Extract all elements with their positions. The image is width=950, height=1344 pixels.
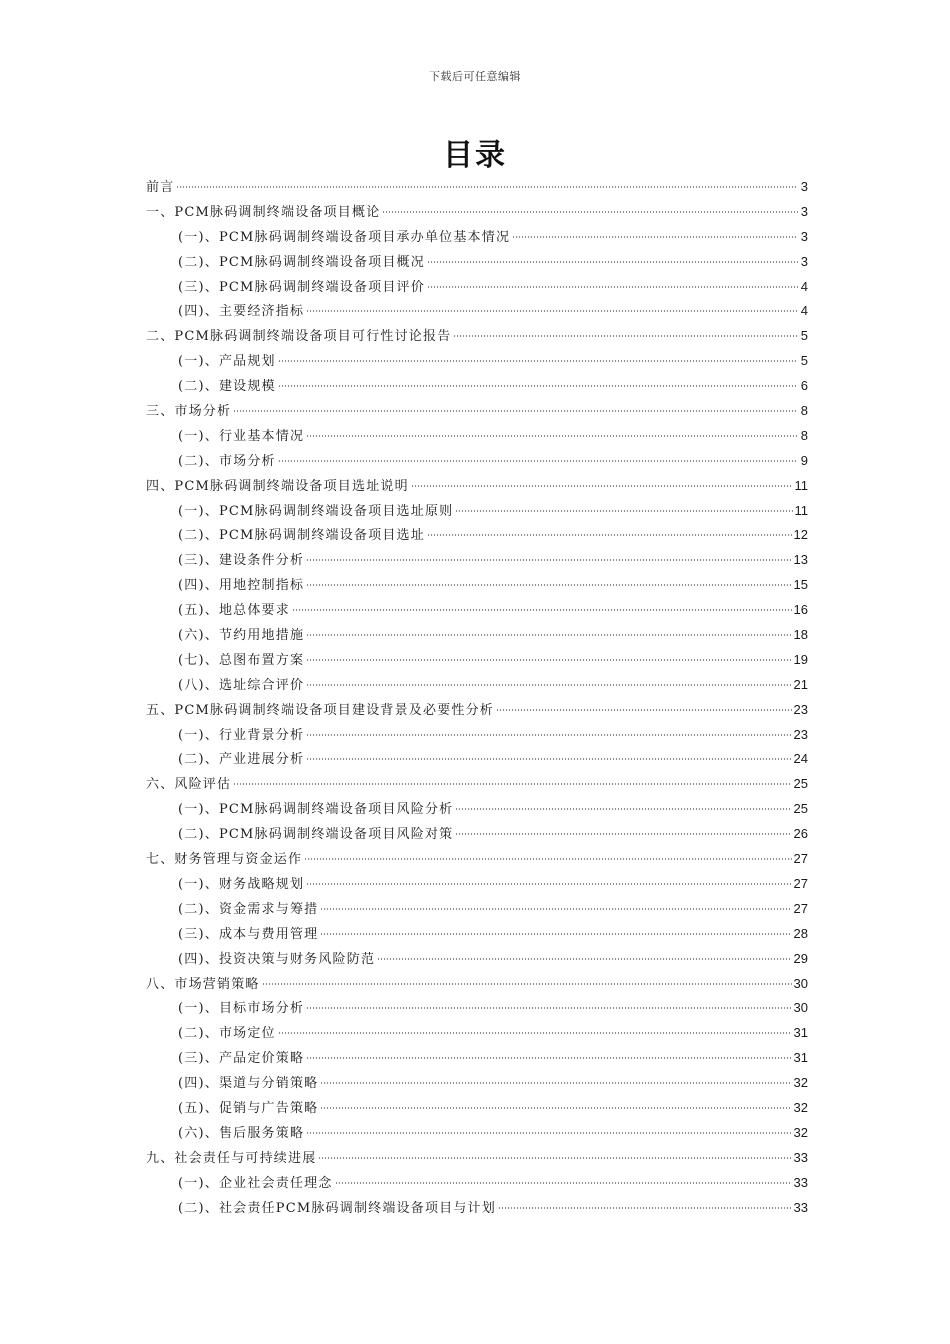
toc-dot-leader <box>262 983 792 985</box>
toc-entry[interactable] <box>146 772 808 797</box>
toc-entry[interactable] <box>146 723 808 748</box>
toc-dot-leader <box>427 286 798 288</box>
toc-dot-leader <box>382 211 798 213</box>
toc-dot-leader <box>306 659 791 661</box>
table-of-contents <box>146 175 808 1220</box>
toc-entry[interactable] <box>146 474 808 499</box>
toc-page-number: 8 <box>800 427 808 443</box>
toc-dot-leader <box>427 261 798 263</box>
toc-entry-title: (二)、社会责任PCM脉码调制终端设备项目与计划 <box>178 1200 496 1216</box>
toc-entry[interactable] <box>146 275 808 300</box>
toc-page-number: 18 <box>793 627 808 643</box>
toc-page-number: 4 <box>800 278 808 294</box>
toc-entry[interactable] <box>146 374 808 399</box>
toc-entry-title: (四)、用地控制指标 <box>178 578 305 594</box>
toc-dot-leader <box>496 709 792 711</box>
toc-entry[interactable] <box>146 1071 808 1096</box>
toc-entry[interactable] <box>146 648 808 673</box>
toc-entry-title: (一)、目标市场分析 <box>178 1001 305 1017</box>
toc-entry-title: (四)、主要经济指标 <box>178 304 305 320</box>
toc-entry-title: (三)、PCM脉码调制终端设备项目评价 <box>178 279 425 295</box>
toc-entry[interactable] <box>146 200 808 225</box>
toc-entry[interactable] <box>146 349 808 374</box>
toc-dot-leader <box>411 485 793 487</box>
toc-entry[interactable] <box>146 822 808 847</box>
toc-entry[interactable] <box>146 548 808 573</box>
toc-page-number: 30 <box>793 975 808 991</box>
toc-entry-title: (二)、PCM脉码调制终端设备项目风险对策 <box>178 827 454 843</box>
toc-entry[interactable] <box>146 797 808 822</box>
toc-dot-leader <box>427 534 792 536</box>
toc-page-number: 28 <box>793 925 808 941</box>
toc-page-number: 33 <box>793 1174 808 1190</box>
toc-page-number: 12 <box>793 527 808 543</box>
toc-page-number: 23 <box>793 726 808 742</box>
toc-page-number: 11 <box>794 477 808 493</box>
toc-entry[interactable] <box>146 324 808 349</box>
toc-entry[interactable] <box>146 623 808 648</box>
toc-dot-leader <box>306 435 798 437</box>
toc-entry-title: (八)、选址综合评价 <box>178 677 305 693</box>
toc-dot-leader <box>233 783 791 785</box>
toc-page-number: 3 <box>800 228 808 244</box>
toc-entry-title: (二)、PCM脉码调制终端设备项目选址 <box>178 528 425 544</box>
toc-page-number: 27 <box>793 900 808 916</box>
toc-dot-leader <box>306 684 791 686</box>
toc-page-number: 31 <box>793 1050 808 1066</box>
toc-dot-leader <box>304 858 791 860</box>
toc-entry-title: 二、PCM脉码调制终端设备项目可行性讨论报告 <box>146 329 452 345</box>
toc-page-number: 4 <box>800 303 808 319</box>
toc-entry[interactable] <box>146 1196 808 1221</box>
toc-dot-leader <box>455 833 791 835</box>
toc-entry-title: 一、PCM脉码调制终端设备项目概论 <box>146 204 381 220</box>
toc-entry-title: (七)、总图布置方案 <box>178 652 305 668</box>
toc-entry[interactable] <box>146 399 808 424</box>
toc-entry-title: 三、市场分析 <box>146 404 232 420</box>
toc-entry[interactable] <box>146 175 808 200</box>
toc-entry[interactable] <box>146 1021 808 1046</box>
toc-dot-leader <box>455 510 792 512</box>
toc-dot-leader <box>233 410 798 412</box>
toc-entry[interactable] <box>146 225 808 250</box>
toc-dot-leader <box>278 1032 792 1034</box>
toc-dot-leader <box>306 1007 791 1009</box>
toc-entry-title: 七、财务管理与资金运作 <box>146 852 303 868</box>
toc-page-number: 3 <box>800 253 808 269</box>
toc-dot-leader <box>306 584 791 586</box>
toc-page-number: 29 <box>793 950 808 966</box>
toc-entry-title: (六)、售后服务策略 <box>178 1125 305 1141</box>
toc-dot-leader <box>320 908 791 910</box>
toc-dot-leader <box>306 310 798 312</box>
toc-entry[interactable] <box>146 573 808 598</box>
toc-entry-title: (一)、产品规划 <box>178 354 276 370</box>
toc-entry[interactable] <box>146 499 808 524</box>
toc-entry[interactable] <box>146 972 808 997</box>
page-title: 目录 <box>443 138 507 173</box>
toc-dot-leader <box>318 1157 791 1159</box>
toc-dot-leader <box>320 1082 791 1084</box>
toc-entry[interactable] <box>146 922 808 947</box>
toc-page-number: 32 <box>793 1124 808 1140</box>
toc-dot-leader <box>306 734 791 736</box>
toc-dot-leader <box>176 186 798 188</box>
toc-entry-title: (三)、建设条件分析 <box>178 553 305 569</box>
toc-page-number: 16 <box>793 602 808 618</box>
toc-entry-title: (二)、市场分析 <box>178 453 276 469</box>
toc-dot-leader <box>278 385 798 387</box>
toc-page-number: 31 <box>793 1025 808 1041</box>
toc-entry[interactable] <box>146 847 808 872</box>
toc-entry-title: 五、PCM脉码调制终端设备项目建设背景及必要性分析 <box>146 702 495 718</box>
toc-dot-leader <box>306 559 791 561</box>
toc-entry[interactable] <box>146 598 808 623</box>
toc-entry-title: 九、社会责任与可持续进展 <box>146 1150 317 1166</box>
toc-page-number: 13 <box>793 552 808 568</box>
toc-entry[interactable] <box>146 424 808 449</box>
toc-page-number: 33 <box>793 1149 808 1165</box>
toc-entry[interactable] <box>146 449 808 474</box>
toc-entry-title: (二)、市场定位 <box>178 1026 276 1042</box>
toc-entry[interactable] <box>146 1046 808 1071</box>
toc-entry-title: (二)、产业进展分析 <box>178 752 305 768</box>
toc-entry[interactable] <box>146 1146 808 1171</box>
toc-dot-leader <box>455 808 791 810</box>
toc-page-number: 21 <box>793 676 808 692</box>
toc-entry-title: (三)、产品定价策略 <box>178 1051 305 1067</box>
toc-page-number: 3 <box>800 203 808 219</box>
toc-entry[interactable] <box>146 299 808 324</box>
toc-dot-leader <box>335 1182 792 1184</box>
toc-page-number: 11 <box>794 502 808 518</box>
toc-page-number: 25 <box>793 776 808 792</box>
toc-dot-leader <box>320 1107 791 1109</box>
toc-page-number: 30 <box>793 1000 808 1016</box>
toc-entry-title: (二)、PCM脉码调制终端设备项目概况 <box>178 254 425 270</box>
toc-page-number: 27 <box>793 875 808 891</box>
toc-entry-title: (五)、促销与广告策略 <box>178 1100 319 1116</box>
toc-entry-title: (二)、建设规模 <box>178 379 276 395</box>
toc-page-number: 8 <box>800 403 808 419</box>
toc-entry[interactable] <box>146 872 808 897</box>
toc-entry[interactable] <box>146 996 808 1021</box>
toc-page-number: 6 <box>800 378 808 394</box>
toc-dot-leader <box>306 1132 791 1134</box>
toc-entry-title: (一)、PCM脉码调制终端设备项目承办单位基本情况 <box>178 229 511 245</box>
toc-entry-title: (六)、节约用地措施 <box>178 628 305 644</box>
toc-page-number: 27 <box>793 851 808 867</box>
toc-entry[interactable] <box>146 947 808 972</box>
toc-entry-title: 八、市场营销策略 <box>146 976 260 992</box>
toc-page-number: 3 <box>800 179 808 194</box>
toc-page-number: 24 <box>793 751 808 767</box>
toc-page-number: 32 <box>793 1075 808 1091</box>
toc-dot-leader <box>498 1207 792 1209</box>
toc-page-number: 5 <box>800 353 808 369</box>
toc-entry-title: (一)、企业社会责任理念 <box>178 1175 333 1191</box>
toc-entry[interactable] <box>146 897 808 922</box>
toc-entry[interactable] <box>146 523 808 548</box>
toc-dot-leader <box>278 360 798 362</box>
toc-entry-title: (一)、行业基本情况 <box>178 428 305 444</box>
toc-page-number: 19 <box>793 651 808 667</box>
toc-dot-leader <box>278 460 798 462</box>
toc-entry-title: (二)、资金需求与筹措 <box>178 901 319 917</box>
toc-entry[interactable] <box>146 1171 808 1196</box>
toc-entry[interactable] <box>146 698 808 723</box>
toc-entry[interactable] <box>146 673 808 698</box>
toc-dot-leader <box>306 634 791 636</box>
toc-page-number: 26 <box>793 826 808 842</box>
toc-dot-leader <box>453 335 798 337</box>
toc-entry-title: 六、风险评估 <box>146 777 232 793</box>
toc-page-number: 33 <box>793 1199 808 1215</box>
toc-page-number: 9 <box>800 452 808 468</box>
toc-dot-leader <box>306 1057 791 1059</box>
toc-entry-title: (三)、成本与费用管理 <box>178 926 319 942</box>
toc-page-number: 15 <box>793 577 808 593</box>
toc-entry-title: (一)、财务战略规划 <box>178 876 305 892</box>
toc-entry-title: (一)、行业背景分析 <box>178 727 305 743</box>
toc-entry-title: (一)、PCM脉码调制终端设备项目选址原则 <box>178 503 454 519</box>
toc-entry-title: (四)、渠道与分销策略 <box>178 1076 319 1092</box>
toc-entry[interactable] <box>146 1096 808 1121</box>
toc-entry-title: (一)、PCM脉码调制终端设备项目风险分析 <box>178 802 454 818</box>
toc-page-number: 5 <box>800 328 808 344</box>
toc-dot-leader <box>512 236 798 238</box>
toc-dot-leader <box>306 883 791 885</box>
toc-entry[interactable] <box>146 1121 808 1146</box>
toc-page-number: 25 <box>793 801 808 817</box>
toc-entry-title: (五)、地总体要求 <box>178 603 290 619</box>
toc-entry-title: (四)、投资决策与财务风险防范 <box>178 951 376 967</box>
toc-page-number: 23 <box>793 701 808 717</box>
toc-entry[interactable] <box>146 250 808 275</box>
page-header: 下载后可任意编辑 <box>429 70 521 83</box>
toc-entry[interactable] <box>146 747 808 772</box>
toc-entry-title: 四、PCM脉码调制终端设备项目选址说明 <box>146 478 409 494</box>
toc-dot-leader <box>292 609 792 611</box>
toc-dot-leader <box>320 933 791 935</box>
toc-dot-leader <box>306 758 791 760</box>
toc-entry-title: 前言 <box>146 180 175 195</box>
toc-page-number: 32 <box>793 1099 808 1115</box>
toc-dot-leader <box>377 958 791 960</box>
